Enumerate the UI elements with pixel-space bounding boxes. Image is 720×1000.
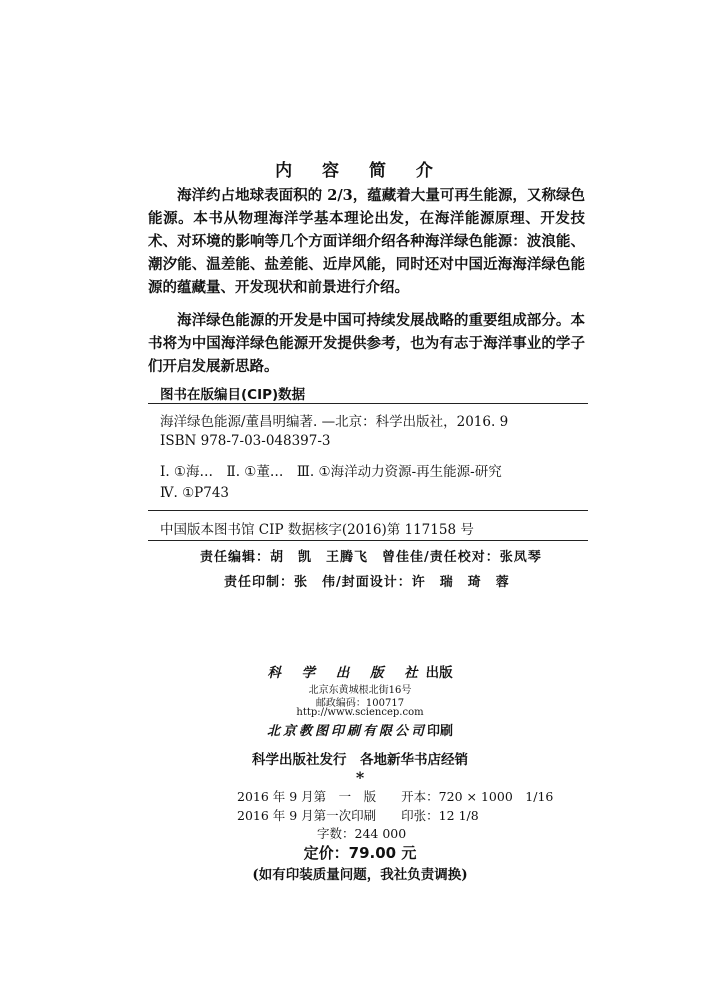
publisher-name: 科 学 出 版 社 [267, 665, 426, 681]
printer-suffix: 印刷 [427, 724, 454, 739]
printer-name: 北京教图印刷有限公司 [266, 724, 427, 739]
cip-top-rule [148, 403, 588, 404]
cip-bottom-rule [148, 540, 588, 541]
printing-and-sheets: 2016 年 9 月第一次印刷 印张：12 1/8 [237, 808, 479, 823]
printer-line [0, 720, 720, 739]
edition-and-format: 2016 年 9 月第 一 版 开本：720 × 1000 1/16 [237, 789, 554, 804]
publisher-postcode: 邮政编码：100717 [315, 698, 405, 709]
quality-note: (如有印装质量问题，我社负责调换) [252, 867, 468, 883]
publisher-line [0, 661, 720, 681]
publisher-url: http://www.sciencep.com [296, 707, 424, 718]
page-title: 内 容 简 介 [275, 161, 445, 181]
cip-heading: 图书在版编目(CIP)数据 [160, 387, 306, 403]
book-synopsis [148, 184, 585, 378]
cip-isbn: ISBN 978-7-03-048397-3 [160, 433, 331, 449]
distribution-line: 科学出版社发行 各地新华书店经销 [252, 752, 468, 768]
cip-classification-2: Ⅳ. ①P743 [160, 485, 230, 501]
synopsis-paragraph-2: 海洋绿色能源的开发是中国可持续发展战略的重要组成部分。本书将为中国海洋绿色能源开发提供参考，也为有志于海洋事业的学子们开启发展新思路。 [148, 312, 585, 375]
publisher-address: 北京东黄城根北街16号 [308, 685, 412, 696]
cip-verification-number: 中国版本图书馆 CIP 数据核字(2016)第 117158 号 [160, 522, 474, 538]
cip-middle-rule [148, 510, 588, 511]
cip-classification-1: Ⅰ. ①海… Ⅱ. ①董… Ⅲ. ①海洋动力资源-再生能源-研究 [160, 464, 502, 480]
separator-star: * [355, 768, 365, 787]
synopsis-paragraph-1: 海洋约占地球表面积的 2/3，蕴藏着大量可再生能源，又称绿色能源。本书从物理海洋学基本理论出发，在海洋能源原理、开发技术、对环境的影响等几个方面详细介绍各种海洋绿色能源：波浪能、潮汐能、温差能、盐差能、近岸风能，同时还对中国近海海洋绿色能源的蕴藏量、开发现状和前景进行介绍。 [148, 187, 585, 296]
price: 定价：79.00 元 [303, 844, 417, 862]
cip-catalog-line: 海洋绿色能源/董昌明编著. —北京：科学出版社，2016. 9 [160, 414, 509, 430]
editors-credit: 责任编辑：胡 凯 王腾飞 曾佳佳/责任校对：张凤琴 [200, 550, 542, 565]
publisher-suffix: 出版 [425, 665, 453, 681]
production-credit: 责任印制：张 伟/封面设计：许 瑞 琦 蓉 [224, 575, 510, 590]
word-count: 字数：244 000 [317, 826, 407, 841]
